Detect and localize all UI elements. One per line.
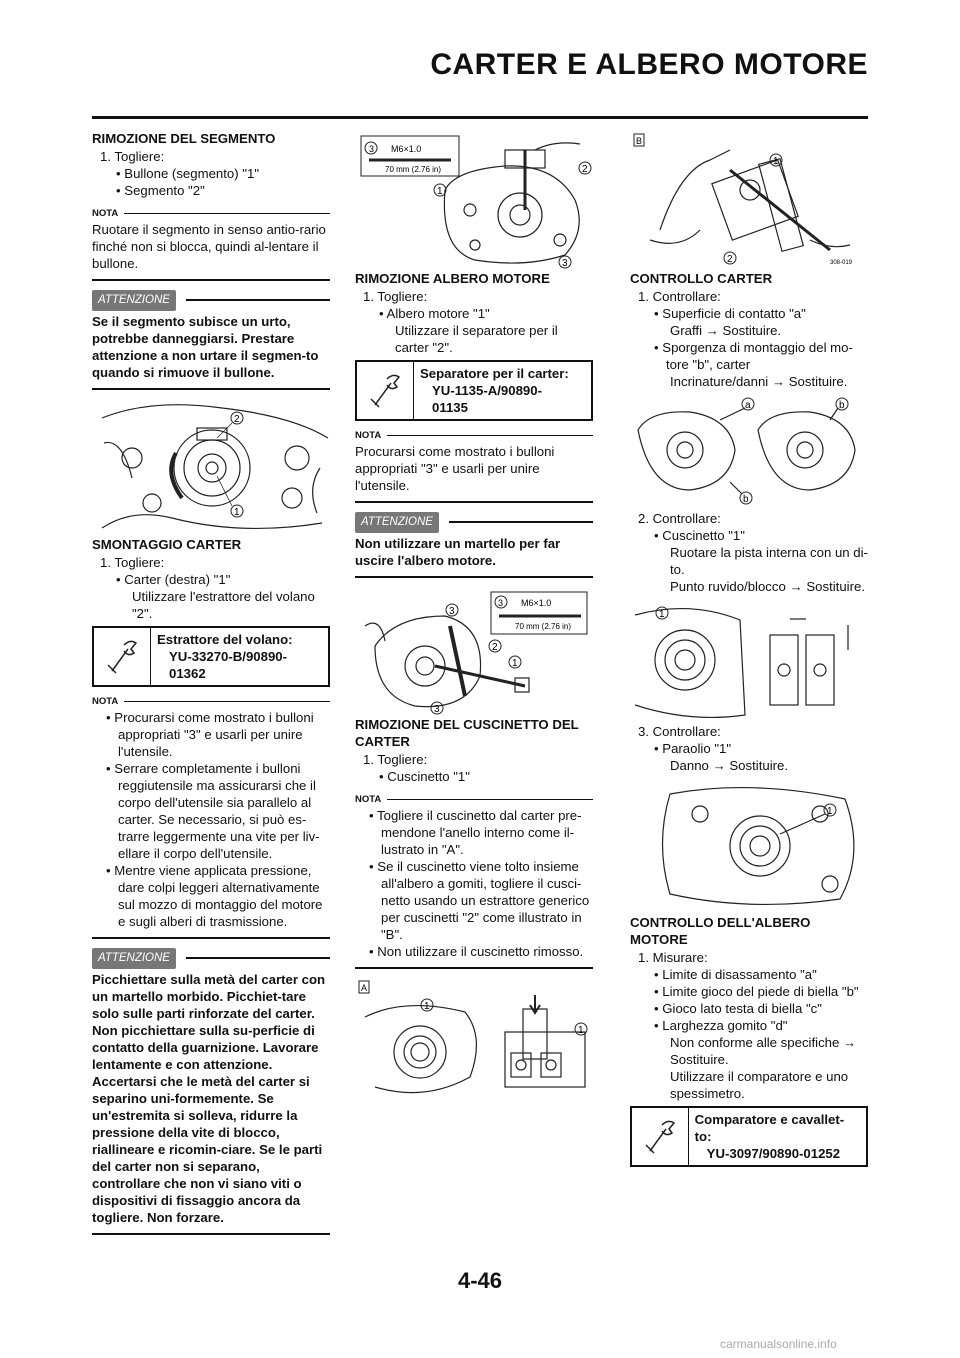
svg-text:M6×1.0: M6×1.0 — [391, 144, 422, 154]
column-right — [630, 130, 868, 1173]
svg-text:b: b — [743, 494, 749, 505]
svg-text:3: 3 — [434, 704, 440, 715]
svg-text:3: 3 — [562, 258, 568, 269]
attenzione-header: ATTENZIONE — [92, 291, 330, 309]
figure-bearing-removal-a — [355, 977, 593, 1107]
svg-text:2: 2 — [727, 254, 733, 265]
nota-text: Procurarsi come mostrato i bulloni appropriati "3" e usarli per unire l'utensile. — [355, 444, 555, 493]
nota-text: Ruotare il segmento in senso antio-rario finché non si blocca, quindi al-lentare il bullone. — [92, 222, 326, 271]
special-tool-box — [630, 1106, 868, 1167]
section-title: RIMOZIONE DEL SEGMENTO — [92, 131, 276, 146]
divider — [92, 1233, 330, 1235]
nota-bullet: • Se il cuscinetto viene tolto insieme all'albero a gomiti, togliere il cusci-netto usando un estrattore generico per cuscinetti "2" come illustrato in "B". — [369, 859, 590, 942]
nota-header: NOTA — [355, 793, 593, 805]
wrench-icon — [94, 628, 151, 685]
svg-text:1: 1 — [234, 507, 240, 518]
warning-text: Non utilizzare un martello per far uscire l'albero motore. — [355, 536, 561, 568]
column-left — [92, 130, 330, 1243]
svg-text:1: 1 — [512, 658, 518, 669]
bullet-detail: Non conforme alle specifiche → Sostituire. — [670, 1035, 857, 1067]
bullet: • Limite di disassamento "a" — [654, 967, 817, 982]
bullet-detail: Incrinature/danni → Sostituire. — [670, 374, 848, 389]
svg-text:2: 2 — [492, 642, 498, 653]
figure-bearing-check — [630, 595, 868, 723]
nota-bullet: • Togliere il cuscinetto dal carter pre-mendone l'anello interno come il-lustrato in "A". — [369, 808, 582, 857]
step: 1. Togliere: — [363, 289, 428, 304]
nota-header: NOTA — [355, 429, 593, 441]
svg-text:1: 1 — [773, 156, 779, 167]
step: 1. Togliere: — [363, 752, 428, 767]
bullet: • Cuscinetto "1" — [654, 528, 745, 543]
tool-code: YU-33270-B/90890- — [169, 649, 288, 664]
tool-code: 01135 — [432, 400, 468, 415]
bullet-detail: Utilizzare il separatore per il carter "2". — [395, 323, 558, 355]
divider — [92, 937, 330, 939]
svg-text:M6×1.0: M6×1.0 — [521, 598, 552, 608]
bullet: • Carter (destra) "1" — [116, 572, 231, 587]
page-title: CARTER E ALBERO MOTORE — [430, 48, 868, 81]
figure-crankcase-separation — [355, 586, 593, 716]
tool-code: YU-3097/90890-01252 — [706, 1146, 841, 1161]
bullet: • Sporgenza di montaggio del mo-tore "b", carter — [654, 340, 853, 372]
attenzione-header: ATTENZIONE — [355, 513, 593, 531]
nota-bullet: • Mentre viene applicata pressione, dare colpi leggeri alternativamente sul mozzo di montaggio del motore e sugli alberi di trasmissione. — [106, 863, 323, 929]
svg-text:2: 2 — [234, 414, 240, 425]
svg-text:308-019: 308-019 — [830, 260, 853, 266]
section-title: CONTROLLO CARTER — [630, 271, 773, 286]
bullet: • Bullone (segmento) "1" — [116, 166, 259, 181]
watermark: carmanualsonline.info — [720, 1337, 837, 1351]
svg-text:2: 2 — [582, 164, 588, 175]
svg-text:1: 1 — [827, 806, 833, 817]
nota-header: NOTA — [92, 695, 330, 707]
section-title: CONTROLLO DELL'ALBERO MOTORE — [630, 915, 811, 947]
tool-name: Separatore per il carter: — [420, 366, 569, 381]
divider — [355, 501, 593, 503]
divider — [355, 967, 593, 969]
section-title: SMONTAGGIO CARTER — [92, 537, 242, 552]
figure-oil-seal-check — [630, 774, 868, 914]
svg-text:1: 1 — [659, 609, 665, 620]
svg-text:70 mm (2.76 in): 70 mm (2.76 in) — [515, 622, 572, 631]
bullet: • Segmento "2" — [116, 183, 205, 198]
svg-text:a: a — [745, 400, 751, 411]
special-tool-box — [92, 626, 330, 687]
page-number: 4-46 — [457, 1268, 503, 1293]
figure-segment-removal — [92, 398, 330, 536]
bullet: • Cuscinetto "1" — [379, 769, 470, 784]
divider — [92, 388, 330, 390]
wrench-icon — [357, 362, 414, 419]
wrench-icon — [632, 1108, 689, 1165]
step: 1. Togliere: — [100, 149, 165, 164]
bullet: • Limite gioco del piede di biella "b" — [654, 984, 859, 999]
step: 1. Togliere: — [100, 555, 165, 570]
svg-text:1: 1 — [578, 1025, 584, 1036]
divider — [355, 576, 593, 578]
nota-bullet: • Procurarsi come mostrato i bulloni appropriati "3" e usarli per unire l'utensile. — [106, 710, 314, 759]
bullet-detail: Punto ruvido/blocco → Sostituire. — [670, 579, 865, 594]
attenzione-header: ATTENZIONE — [92, 949, 330, 967]
step: 1. Controllare: — [638, 289, 721, 304]
nota-bullet: • Serrare completamente i bulloni reggiutensile ma assicurarsi che il corpo dell'utensile sia parallelo al carter. Se necessario, si può es-trarre leggermente una vite per liv-ellare il corpo dell'utensile. — [106, 761, 320, 861]
bullet-detail: Danno → Sostituire. — [670, 758, 789, 773]
bullet: • Gioco lato testa di biella "c" — [654, 1001, 822, 1016]
nota-bullet: • Non utilizzare il cuscinetto rimosso. — [369, 944, 584, 959]
svg-text:3: 3 — [449, 606, 455, 617]
svg-text:3: 3 — [369, 144, 375, 154]
step: 1. Misurare: — [638, 950, 708, 965]
tool-code: 01362 — [169, 666, 206, 681]
bullet: • Larghezza gomito "d" — [654, 1018, 788, 1033]
bullet-detail: Utilizzare il comparatore e uno spessimetro. — [670, 1069, 849, 1101]
bullet-detail: Graffi → Sostituire. — [670, 323, 782, 338]
svg-text:A: A — [361, 983, 368, 993]
special-tool-box — [355, 360, 593, 421]
step: 3. Controllare: — [638, 724, 721, 739]
section-title: RIMOZIONE ALBERO MOTORE — [355, 271, 550, 286]
warning-text: Picchiettare sulla metà del carter con un martello morbido. Picchiet-tare solo sulle parti rinforzate del carter. Non picchiettare sulla su-perficie di contatto della guarnizione. Lavorare lentamente e con attenzione. Accertarsi che le metà del carter si separino uni-formemente. Se un'estremita si solleva, ridurre la pressione della vite di blocco, riallineare e ricomin-ciare. Se le parti del carter non si separano, controllare che non vi siano viti o dispositivi di fissaggio ancora da togliere. Non forzare. — [92, 972, 326, 1225]
figure-crankshaft-removal — [355, 130, 593, 270]
step: 2. Controllare: — [638, 511, 721, 526]
tool-name: Estrattore del volano: — [157, 632, 293, 647]
column-middle — [355, 130, 593, 1107]
svg-text:B: B — [636, 136, 643, 146]
tool-name: Comparatore e cavallet-to: — [694, 1112, 845, 1144]
bullet-detail: Ruotare la pista interna con un di-to. — [670, 545, 868, 577]
svg-text:b: b — [839, 400, 845, 411]
svg-text:1: 1 — [437, 186, 443, 197]
bullet: • Superficie di contatto "a" — [654, 306, 806, 321]
figure-crankcase-check — [630, 390, 868, 510]
header-rule — [92, 116, 868, 119]
warning-text: Se il segmento subisce un urto, potrebbe danneggiarsi. Prestare attenzione a non urtare il segmen-to quando si rimuove il bullone. — [92, 314, 319, 380]
tool-code: YU-1135-A/90890- — [432, 383, 542, 398]
figure-bearing-puller-b — [630, 130, 868, 270]
bullet: • Albero motore "1" — [379, 306, 490, 321]
divider — [92, 279, 330, 281]
svg-text:1: 1 — [424, 1001, 430, 1012]
bullet: • Paraolio "1" — [654, 741, 732, 756]
bullet-detail: Utilizzare l'estrattore del volano "2". — [132, 589, 315, 621]
nota-header: NOTA — [92, 207, 330, 219]
svg-text:3: 3 — [498, 598, 504, 608]
svg-text:70 mm (2.76 in): 70 mm (2.76 in) — [385, 165, 442, 174]
section-title: RIMOZIONE DEL CUSCINETTO DEL CARTER — [355, 717, 579, 749]
